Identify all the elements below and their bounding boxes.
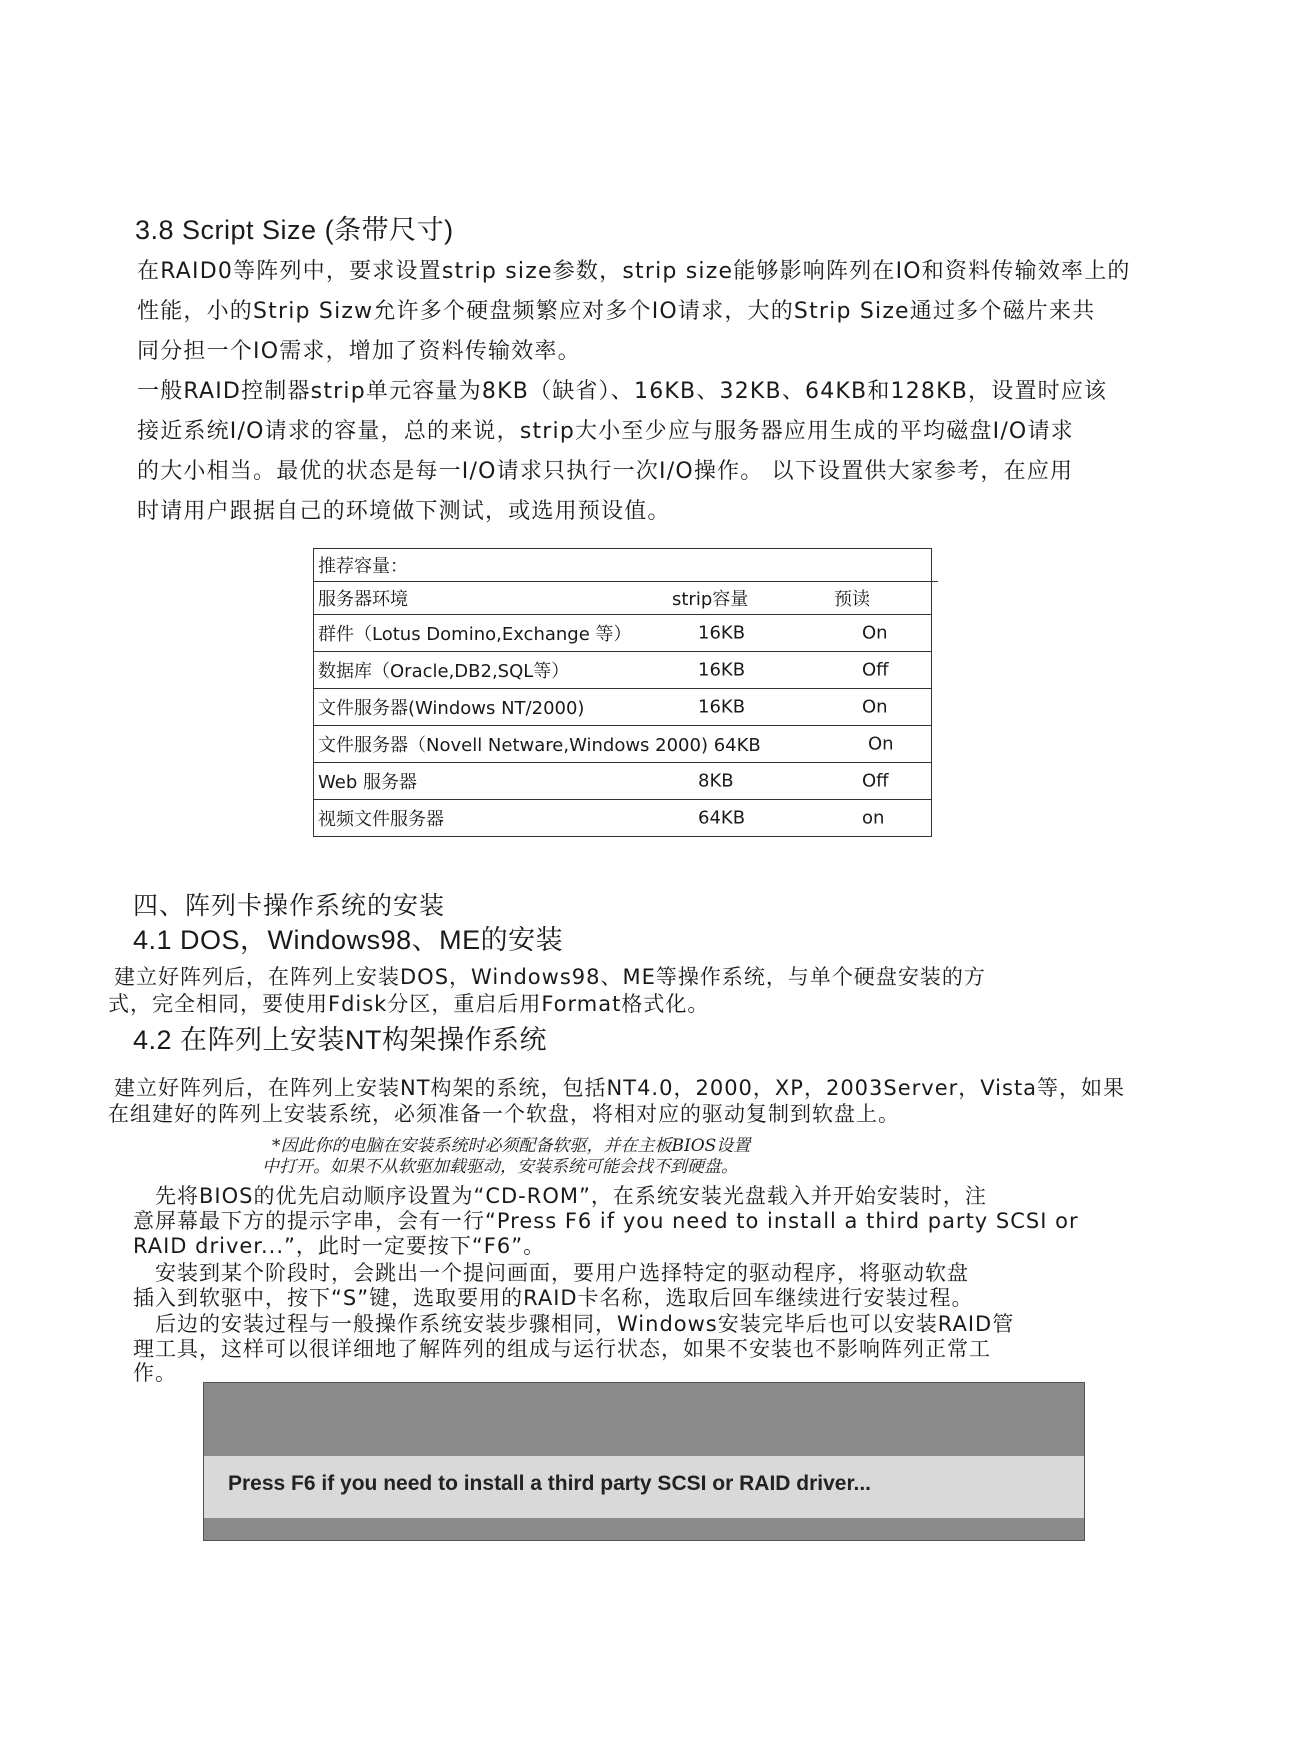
cell-read: Off xyxy=(862,659,889,681)
paragraph-line: RAID driver...”，此时一定要按下“F6”。 xyxy=(133,1234,546,1258)
cell-env: 数据库（Oracle,DB2,SQL等） xyxy=(318,661,570,682)
paragraph-line: 建立好阵列后，在阵列上安装DOS，Windows98、ME等操作系统，与单个硬盘安装的方 xyxy=(114,965,986,989)
table-caption-row xyxy=(314,549,931,582)
table-row xyxy=(314,652,931,689)
strip-size-table xyxy=(313,548,932,837)
cell-env: Web 服务器 xyxy=(318,772,417,793)
cell-strip: 16KB xyxy=(698,622,746,644)
paragraph-line: 先将BIOS的优先启动顺序设置为“CD-ROM”，在系统安装光盘载入并开始安装时，注 xyxy=(133,1184,987,1208)
section-4-1-heading: 4.1 DOS，Windows98、ME的安装 xyxy=(133,925,564,955)
table-row xyxy=(314,689,931,726)
table-header-row xyxy=(314,582,931,615)
paragraph-line: 接近系统I/O请求的容量，总的来说，strip大小至少应与服务器应用生成的平均磁盘I/O请求 xyxy=(137,419,1074,444)
section-4-2-heading: 4.2 在阵列上安装NT构架操作系统 xyxy=(133,1025,548,1055)
note-line: 中打开。如果不从软驱加载驱动，安装系统可能会找不到硬盘。 xyxy=(262,1157,738,1177)
paragraph-line: 在RAID0等阵列中，要求设置strip size参数，strip size能够影响阵列在IO和资料传输效率上的 xyxy=(137,259,1131,284)
header-strip: strip容量 xyxy=(672,589,749,610)
paragraph-line: 一般RAID控制器strip单元容量为8KB（缺省）、16KB、32KB、64KB和128KB，设置时应该 xyxy=(137,379,1108,404)
cell-env: 文件服务器（Novell Netware,Windows 2000) 64KB xyxy=(318,735,761,756)
paragraph-line: 理工具，这样可以很详细地了解阵列的组成与运行状态，如果不安装也不影响阵列正常工 xyxy=(133,1337,991,1361)
paragraph-line: 作。 xyxy=(133,1361,177,1385)
paragraph-line: 时请用户跟据自己的环境做下测试，或选用预设值。 xyxy=(137,499,671,524)
paragraph-line: 建立好阵列后，在阵列上安装NT构架的系统，包括NT4.0，2000，XP，2003Server，Vista等，如果 xyxy=(114,1076,1126,1100)
table-row xyxy=(314,726,931,763)
paragraph-line: 意屏幕最下方的提示字串，会有一行“Press F6 if you need to install a third party SCSI or xyxy=(133,1209,1079,1233)
table-caption: 推荐容量： xyxy=(318,556,408,577)
header-read: 预读 xyxy=(834,589,870,610)
paragraph-line: 同分担一个IO需求，增加了资料传输效率。 xyxy=(137,339,581,364)
cell-strip: 64KB xyxy=(698,807,746,829)
cell-env: 文件服务器(Windows NT/2000) xyxy=(318,698,585,719)
section-4-heading: 四、阵列卡操作系统的安装 xyxy=(133,891,446,920)
paragraph-line: 后边的安装过程与一般操作系统安装步骤相同，Windows安装完毕后也可以安装RAID管 xyxy=(133,1312,1015,1336)
installer-screen-figure xyxy=(203,1382,1085,1541)
cell-read: Off xyxy=(862,770,889,792)
cell-strip: 16KB xyxy=(698,659,746,681)
cell-read: On xyxy=(868,733,894,755)
cell-read: On xyxy=(862,696,888,718)
paragraph-line: 性能，小的Strip Sizw允许多个硬盘频繁应对多个IO请求，大的Strip Size通过多个磁片来共 xyxy=(137,299,1096,324)
installer-status-band xyxy=(204,1456,1084,1518)
cell-read: On xyxy=(862,622,888,644)
cell-env: 视频文件服务器 xyxy=(318,809,444,830)
section-3-8-heading: 3.8 Script Size (条带尺寸) xyxy=(135,215,454,245)
paragraph-line: 插入到软驱中，按下“S”键，选取要用的RAID卡名称，选取后回车继续进行安装过程。 xyxy=(133,1286,974,1310)
paragraph-line: 安装到某个阶段时，会跳出一个提问画面，要用户选择特定的驱动程序，将驱动软盘 xyxy=(133,1261,969,1285)
table-row xyxy=(314,615,931,652)
cell-strip: 8KB xyxy=(698,770,734,792)
installer-f6-prompt: Press F6 if you need to install a third party SCSI or RAID driver... xyxy=(228,1472,871,1495)
cell-strip: 16KB xyxy=(698,696,746,718)
table-rule-extension xyxy=(930,581,938,582)
table-row xyxy=(314,800,931,836)
cell-env: 群件（Lotus Domino,Exchange 等） xyxy=(318,624,632,645)
cell-read: on xyxy=(862,807,885,829)
table-row xyxy=(314,763,931,800)
header-env: 服务器环境 xyxy=(318,589,408,610)
paragraph-line: 在组建好的阵列上安装系统，必须准备一个软盘，将相对应的驱动复制到软盘上。 xyxy=(108,1102,900,1126)
note-line: *因此你的电脑在安装系统时必须配备软驱，并在主板BIOS设置 xyxy=(272,1136,751,1156)
paragraph-line: 式，完全相同，要使用Fdisk分区，重启后用Format格式化。 xyxy=(108,992,710,1016)
paragraph-line: 的大小相当。最优的状态是每一I/O请求只执行一次I/O操作。 以下设置供大家参考，在应用 xyxy=(137,459,1074,484)
